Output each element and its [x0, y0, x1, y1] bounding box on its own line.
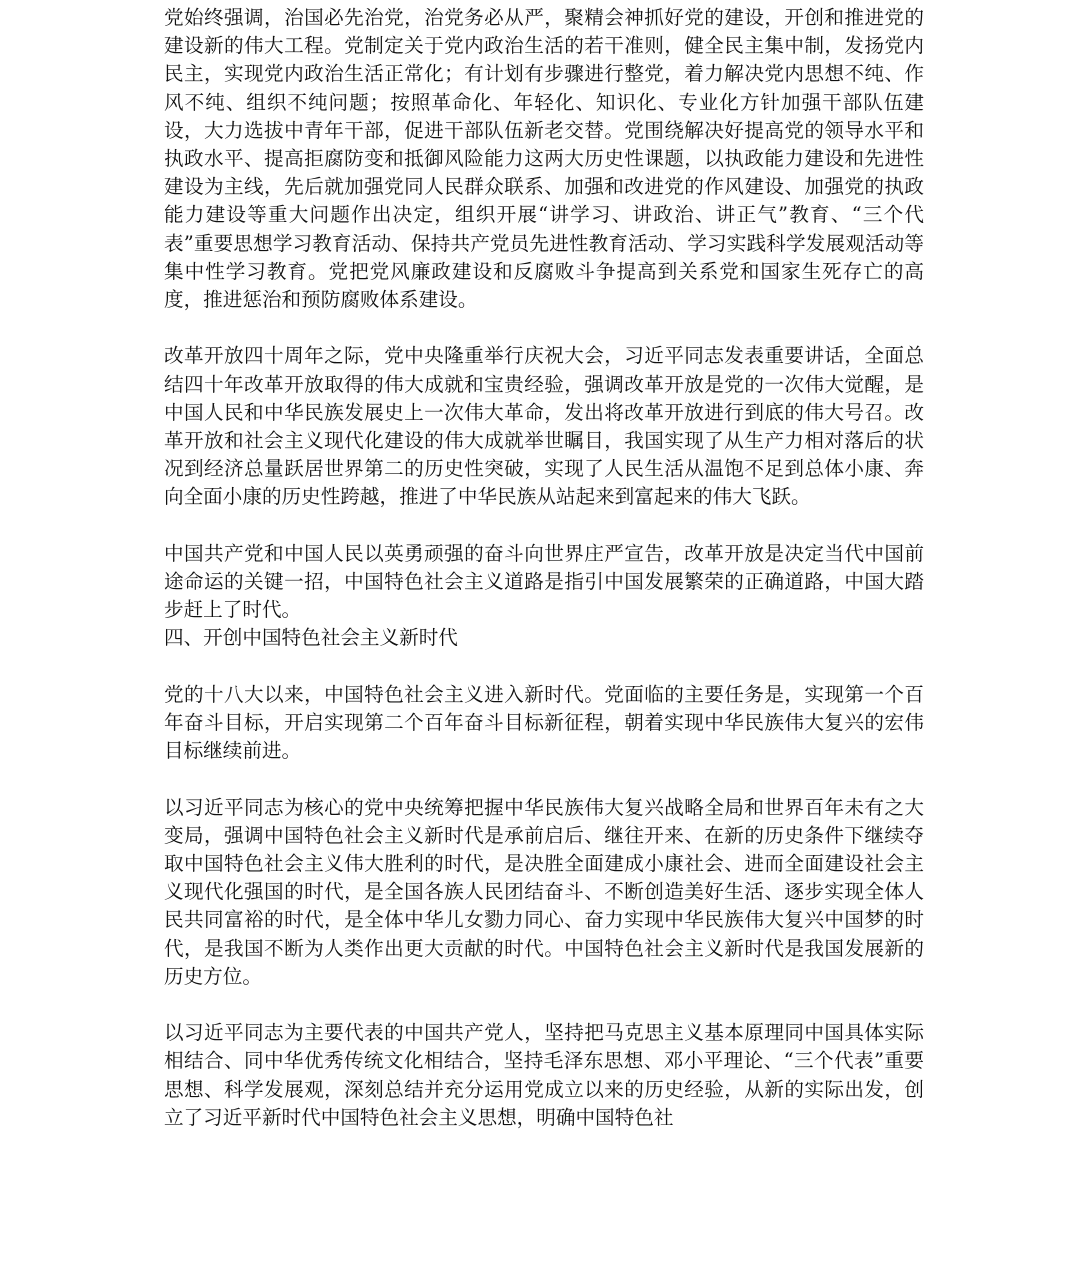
- paragraph-new-era-definition: 以习近平同志为核心的党中央统筹把握中华民族伟大复兴战略全局和世界百年未有之大变局，强调中国特色社会主义新时代是承前启后、继往开来、在新的历史条件下继续夺取中国特色社会主义伟大胜利的时代，是决胜全面建成小康社会、进而全面建设社会主义现代化强国的时代，是全国各族人民团结奋斗、不断创造美好生活、逐步实现全体人民共同富裕的时代，是全体中华儿女勠力同心、奋力实现中华民族伟大复兴中国梦的时代，是我国不断为人类作出更大贡献的时代。中国特色社会主义新时代是我国发展新的历史方位。: [164, 795, 924, 988]
- section-heading: 四、开创中国特色社会主义新时代: [164, 626, 458, 650]
- paragraph-new-era-tasks: 党的十八大以来，中国特色社会主义进入新时代。党面临的主要任务是，实现第一个百年奋斗目标，开启实现第二个百年奋斗目标新征程，朝着实现中华民族伟大复兴的宏伟目标继续前进。: [164, 682, 924, 763]
- paragraph-xi-thought: 以习近平同志为主要代表的中国共产党人，坚持把马克思主义基本原理同中国具体实际相结合、同中华优秀传统文化相结合，坚持毛泽东思想、邓小平理论、“三个代表”重要思想、科学发展观，深刻总结并充分运用党成立以来的历史经验，从新的实际出发，创立了习近平新时代中国特色社会主义思想，明确中国特色社: [164, 1021, 924, 1129]
- paragraph-party-building: 党始终强调，治国必先治党，治党务必从严，聚精会神抓好党的建设，开创和推进党的建设新的伟大工程。党制定关于党内政治生活的若干准则，健全民主集中制，发扬党内民主，实现党内政治生活正常化；有计划有步骤进行整党，着力解决党内思想不纯、作风不纯、组织不纯问题；按照革命化、年轻化、知识化、专业化方针加强干部队伍建设，大力选拔中青年干部，促进干部队伍新老交替。党围绕解决好提高党的领导水平和执政水平、提高拒腐防变和抵御风险能力这两大历史性课题，以执政能力建设和先进性建设为主线，先后就加强党同人民群众联系、加强和改进党的作风建设、加强党的执政能力建设等重大问题作出决定，组织开展“讲学习、讲政治、讲正气”教育、“三个代表”重要思想学习教育活动、保持共产党员先进性教育活动、学习实践科学发展观活动等集中性学习教育。党把党风廉政建设和反腐败斗争提高到关系党和国家生死存亡的高度，推进惩治和预防腐败体系建设。: [164, 6, 924, 312]
- paragraph-reform-declaration: 中国共产党和中国人民以英勇顽强的奋斗向世界庄严宣告，改革开放是决定当代中国前途命运的关键一招，中国特色社会主义道路是指引中国发展繁荣的正确道路，中国大踏步赶上了时代。: [164, 541, 924, 622]
- document-page: [164, 4, 924, 1132]
- paragraph-reform-anniversary: 改革开放四十周年之际，党中央隆重举行庆祝大会，习近平同志发表重要讲话，全面总结四十年改革开放取得的伟大成就和宝贵经验，强调改革开放是党的一次伟大觉醒，是中国人民和中华民族发展史上一次伟大革命，发出将改革开放进行到底的伟大号召。改革开放和社会主义现代化建设的伟大成就举世瞩目，我国实现了从生产力相对落后的状况到经济总量跃居世界第二的历史性突破，实现了人民生活从温饱不足到总体小康、奔向全面小康的历史性跨越，推进了中华民族从站起来到富起来的伟大飞跃。: [164, 344, 924, 509]
